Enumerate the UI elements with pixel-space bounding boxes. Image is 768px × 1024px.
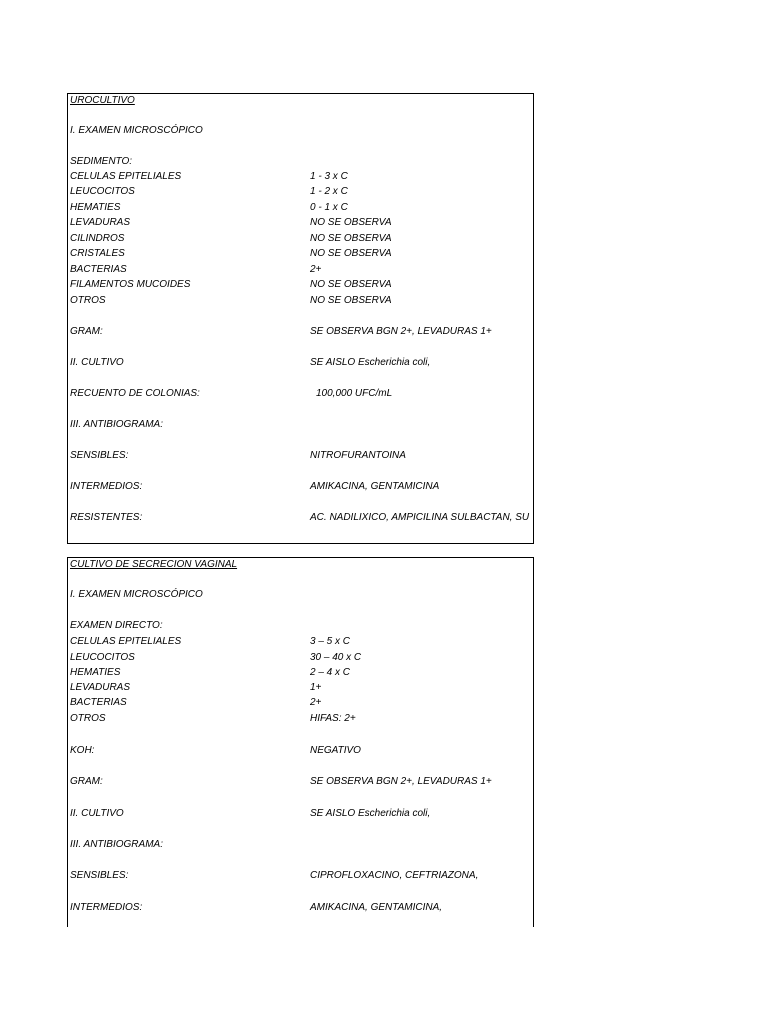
recuento-row [70, 388, 531, 402]
antibiograma-row [70, 419, 531, 433]
row-value: NO SE OBSERVA [310, 233, 392, 244]
row-value: HIFAS: 2+ [310, 713, 356, 724]
result-row [70, 202, 531, 216]
sensibles-value: CIPROFLOXACINO, CEFTRIAZONA, [310, 870, 479, 881]
organism-name: Escherichia coli, [358, 357, 431, 368]
subsection-heading [70, 156, 531, 170]
result-row [70, 652, 531, 666]
row-label: CILINDROS [70, 233, 125, 244]
row-value: NO SE OBSERVA [310, 248, 392, 259]
row-value: NO SE OBSERVA [310, 295, 392, 306]
row-label: LEVADURAS [70, 217, 131, 228]
intermedios-label: INTERMEDIOS: [70, 902, 143, 913]
intermedios-value: AMIKACINA, GENTAMICINA, [310, 902, 443, 913]
intermedios-row [70, 902, 531, 916]
row-value: NO SE OBSERVA [310, 217, 392, 228]
sensibles-label: SENSIBLES: [70, 450, 129, 461]
row-value: 1 - 2 x C [310, 186, 348, 197]
row-label: OTROS [70, 713, 106, 724]
cultivo-value [310, 808, 430, 819]
row-value: 2+ [310, 264, 322, 275]
recuento-value: 100,000 UFC/mL [316, 388, 393, 399]
row-value: 0 - 1 x C [310, 202, 348, 213]
row-label: LEUCOCITOS [70, 652, 135, 663]
intermedios-row [70, 481, 531, 495]
organism-name: Escherichia coli, [358, 808, 431, 819]
resistentes-label: RESISTENTES: [70, 512, 143, 523]
row-label: OTROS [70, 295, 106, 306]
resistentes-row [70, 512, 531, 526]
cultivo-prefix: SE AISLO [310, 808, 356, 819]
sensibles-row [70, 450, 531, 464]
recuento-label: RECUENTO DE COLONIAS: [70, 388, 200, 399]
vaginal-title-row [70, 559, 531, 573]
sedimento-label: SEDIMENTO: [70, 156, 133, 167]
result-row [70, 295, 531, 309]
row-value: 1 - 3 x C [310, 171, 348, 182]
koh-label: KOH: [70, 745, 95, 756]
result-row [70, 248, 531, 262]
row-label: BACTERIAS [70, 697, 127, 708]
row-label: HEMATIES [70, 202, 121, 213]
result-row [70, 279, 531, 293]
section-label: I. EXAMEN MICROSCÓPICO [70, 589, 203, 600]
koh-row [70, 745, 531, 759]
gram-row [70, 326, 531, 340]
section-label: I. EXAMEN MICROSCÓPICO [70, 125, 203, 136]
row-label: LEUCOCITOS [70, 186, 135, 197]
result-row [70, 217, 531, 231]
gram-value: SE OBSERVA BGN 2+, LEVADURAS 1+ [310, 326, 492, 337]
koh-value: NEGATIVO [310, 745, 361, 756]
row-label: HEMATIES [70, 667, 121, 678]
row-value: NO SE OBSERVA [310, 279, 392, 290]
result-row [70, 713, 531, 727]
cultivo-value [310, 357, 430, 368]
gram-label: GRAM: [70, 776, 103, 787]
report-title: UROCULTIVO [70, 95, 135, 106]
antibiograma-label: III. ANTIBIOGRAMA: [70, 419, 163, 430]
result-row [70, 264, 531, 278]
result-row [70, 233, 531, 247]
result-row [70, 667, 531, 681]
sensibles-row [70, 870, 531, 884]
vaginal-culture-report [67, 557, 534, 927]
urocultivo-report [67, 93, 534, 544]
row-label: CELULAS EPITELIALES [70, 636, 182, 647]
resistentes-value: AC. NADILIXICO, AMPICILINA SULBACTAN, SU [310, 512, 530, 523]
result-row [70, 636, 531, 650]
row-value: 30 – 40 x C [310, 652, 362, 663]
row-value: 1+ [310, 682, 322, 693]
cultivo-prefix: SE AISLO [310, 357, 356, 368]
row-label: LEVADURAS [70, 682, 131, 693]
row-label: CRISTALES [70, 248, 125, 259]
cultivo-row [70, 808, 531, 822]
gram-label: GRAM: [70, 326, 103, 337]
sensibles-value: NITROFURANTOINA [310, 450, 406, 461]
row-value: 2+ [310, 697, 322, 708]
cultivo-label: II. CULTIVO [70, 808, 124, 819]
antibiograma-row [70, 839, 531, 853]
cultivo-label: II. CULTIVO [70, 357, 124, 368]
result-row [70, 171, 531, 185]
urocultivo-title-row [70, 95, 531, 109]
result-row [70, 697, 531, 711]
sensibles-label: SENSIBLES: [70, 870, 129, 881]
row-label: BACTERIAS [70, 264, 127, 275]
intermedios-value: AMIKACINA, GENTAMICINA [310, 481, 440, 492]
row-value: 2 – 4 x C [310, 667, 351, 678]
antibiograma-label: III. ANTIBIOGRAMA: [70, 839, 163, 850]
row-label: CELULAS EPITELIALES [70, 171, 182, 182]
gram-row [70, 776, 531, 790]
result-row [70, 682, 531, 696]
row-value: 3 – 5 x C [310, 636, 351, 647]
section-heading [70, 589, 531, 603]
intermedios-label: INTERMEDIOS: [70, 481, 143, 492]
report-title: CULTIVO DE SECRECION VAGINAL [70, 559, 238, 570]
subsection-heading [70, 620, 531, 634]
directo-label: EXAMEN DIRECTO: [70, 620, 163, 631]
cultivo-row [70, 357, 531, 371]
row-label: FILAMENTOS MUCOIDES [70, 279, 191, 290]
gram-value: SE OBSERVA BGN 2+, LEVADURAS 1+ [310, 776, 492, 787]
result-row [70, 186, 531, 200]
section-heading [70, 125, 531, 139]
